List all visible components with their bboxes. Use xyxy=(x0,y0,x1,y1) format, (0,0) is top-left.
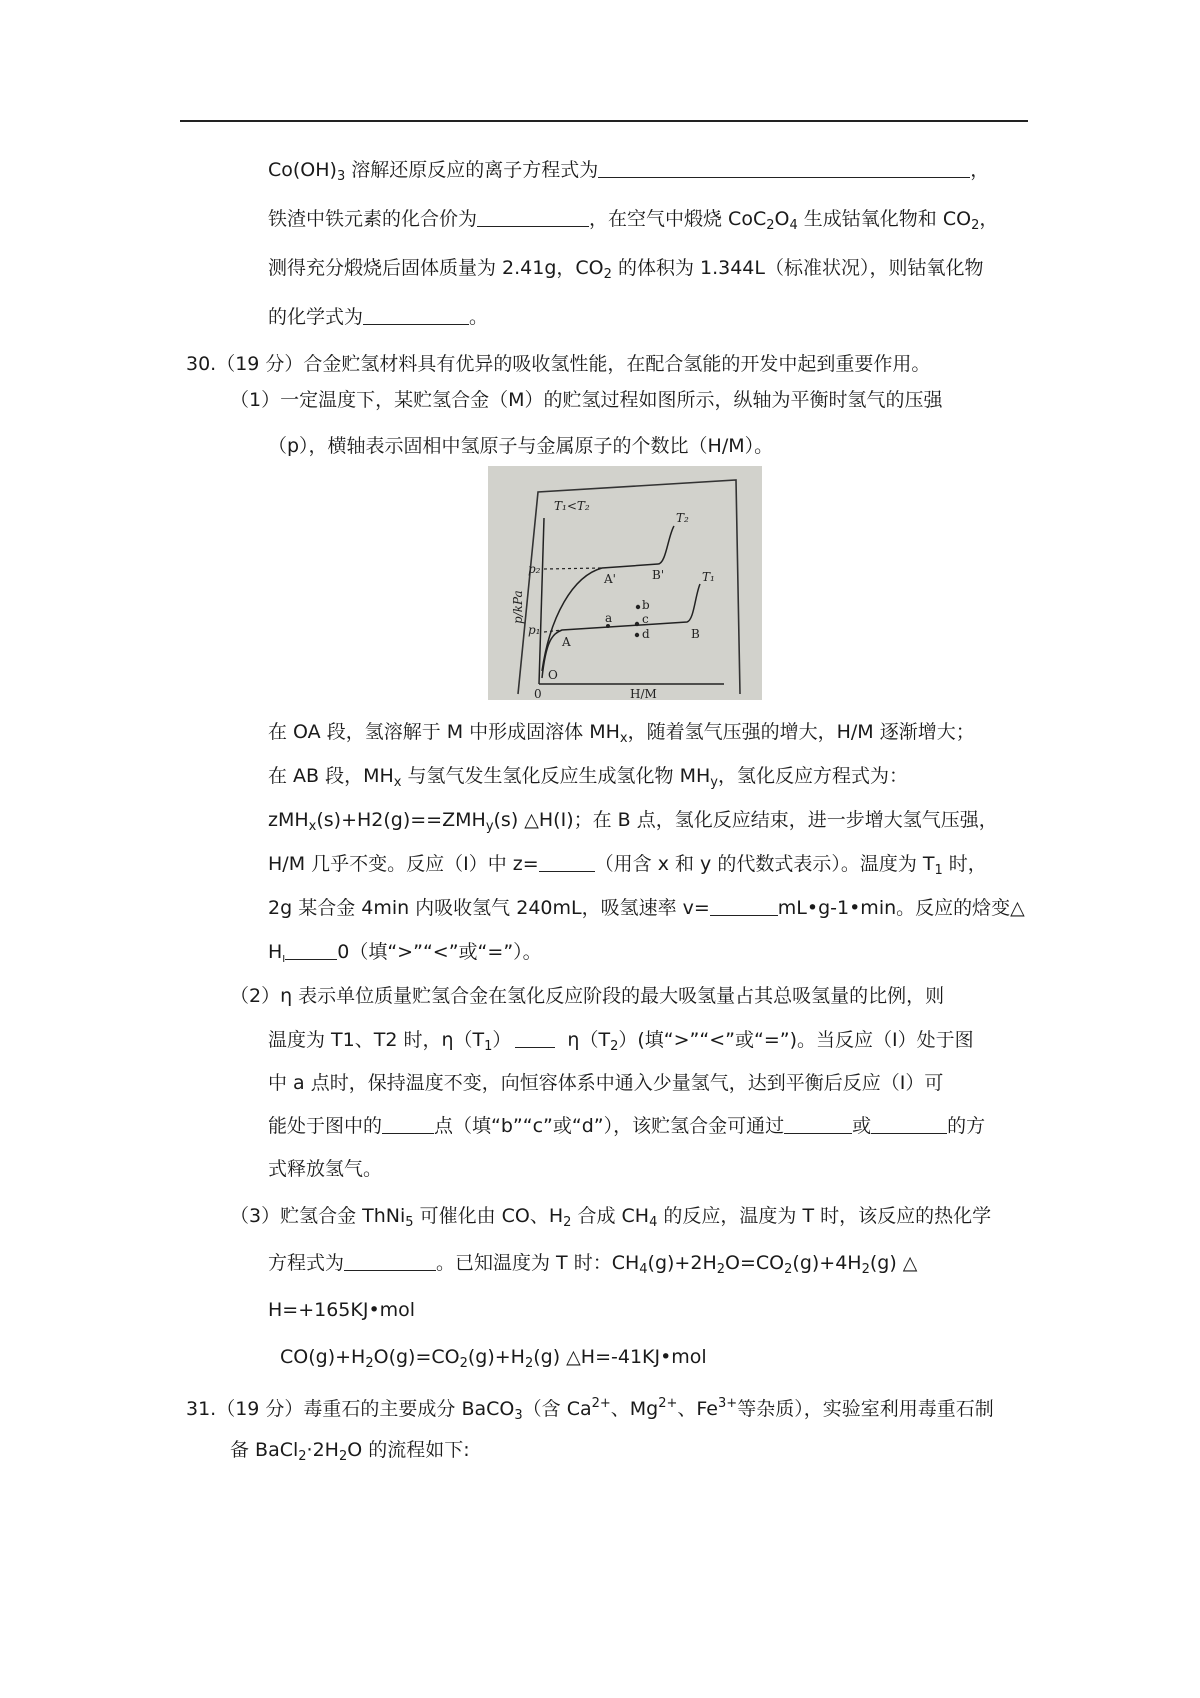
part-2-line-3: 中 a 点时，保持温度不变，向恒容体系中通入少量氢气，达到平衡后反应（Ⅰ）可 xyxy=(268,1072,944,1094)
point-d-marker xyxy=(635,633,639,637)
p2-label: p₂ xyxy=(528,562,541,576)
answer-blank[interactable] xyxy=(539,853,595,872)
t2-label: T₂ xyxy=(676,511,689,525)
point-o-label: O xyxy=(548,668,558,682)
question-31-heading: 31.（19 分）毒重石的主要成分 BaCO$_3$（含 $Ca^{2+}$、$Mg^{2+}$、$Fe^{3+}$等杂质），实验室利用毒重石制 xyxy=(186,1396,994,1423)
x-axis-label: H/M xyxy=(630,687,657,700)
part-1-line-1: （1）一定温度下，某贮氢合金（M）的贮氢过程如图所示，纵轴为平衡时氢气的压强 xyxy=(230,389,943,411)
answer-blank[interactable] xyxy=(382,1115,434,1134)
point-A-label: A xyxy=(562,635,571,649)
point-b-marker xyxy=(636,605,640,609)
answer-blank[interactable] xyxy=(477,208,589,227)
answer-blank[interactable] xyxy=(344,1252,436,1271)
point-b-label: b xyxy=(642,598,650,612)
point-c-marker xyxy=(635,622,639,626)
answer-blank[interactable] xyxy=(710,897,778,916)
point-A-prime-label: A' xyxy=(604,572,616,586)
answer-blank[interactable] xyxy=(871,1115,947,1134)
origin-label: 0 xyxy=(534,687,542,700)
point-d-label: d xyxy=(642,627,650,641)
t2-curve xyxy=(542,526,674,671)
answer-blank[interactable] xyxy=(515,1029,555,1048)
answer-blank[interactable] xyxy=(363,306,469,325)
ab-segment-line: 在 AB 段，$MH_x$ 与氢气发生氢化反应生成氢化物 $MH_y$，氢化反应方程式为： xyxy=(268,765,908,790)
p2-guide xyxy=(544,568,602,569)
part-2-line-1: （2）η 表示单位质量贮氢合金在氢化反应阶段的最大吸氢量占其总吸氢量的比例，则 xyxy=(230,985,945,1007)
part-3-line-1: （3）贮氢合金 ThNi$_5$ 可催化由 CO、$H_2$ 合成 $CH_4$ 的反应，温度为 T 时，该反应的热化学 xyxy=(230,1205,992,1230)
enthalpy-value-1: H=+165KJ•mol xyxy=(268,1299,416,1321)
question-30-heading: 30.（19 分）合金贮氢材料具有优异的吸收氢性能，在配合氢能的开发中起到重要作用。 xyxy=(186,353,931,375)
p1-label: p₁ xyxy=(528,623,541,637)
co-oh3-line: $Co(OH)_3$ 溶解还原反应的离子方程式为 ， xyxy=(268,159,990,184)
z-question-line: H/M 几乎不变。反应（Ⅰ）中 z= （用含 x 和 y 的代数式表示）。温度为 $T_1$ 时， xyxy=(268,853,987,878)
question-31-line-2: 备 $BaCl_2\cdot 2H_2O$ 的流程如下: xyxy=(230,1439,470,1464)
rate-question-line: 2g 某合金 4min 内吸收氢气 240mL，吸氢速率 v= mL•g-1•min。反应的焓变△ xyxy=(268,897,1025,919)
oa-segment-line: 在 OA 段，氢溶解于 M 中形成固溶体 $MH_x$，随着氢气压强的增大，H/M 逐渐增大； xyxy=(268,721,975,746)
temperature-condition-label: T₁<T₂ xyxy=(554,499,590,513)
t1-label: T₁ xyxy=(702,570,715,584)
co-equation-line: $CO(g)+H_2O(g)=CO_2(g)+H_2(g)$ △H=-41KJ•mol xyxy=(280,1346,707,1371)
mass-line: 测得充分煅烧后固体质量为 2.41g，$CO_2$ 的体积为 1.344L（标准状况），则钴氧化物 xyxy=(268,257,984,282)
part-1-line-2: （p），横轴表示固相中氢原子与金属原子的个数比（H/M）。 xyxy=(268,435,774,457)
reaction-equation-line: $zMH_x(s)+H2(g)==ZMH_y(s)$ △H(Ⅰ)；在 B 点，氢化反应结束，进一步增大氢气压强， xyxy=(268,809,998,834)
answer-blank[interactable] xyxy=(598,159,970,178)
part-2-line-5: 式释放氢气。 xyxy=(268,1158,383,1180)
point-c-label: c xyxy=(642,612,649,626)
point-B-label: B xyxy=(691,627,700,641)
part-2-line-2: 温度为 T1、T2 时，$\eta(T_1)$ $\eta(T_2)$(填“>”“<”或“=”)。当反应（Ⅰ）处于图 xyxy=(268,1029,974,1054)
chart-frame xyxy=(518,480,740,694)
point-a-label: a xyxy=(605,611,613,625)
y-axis-label: p/kPa xyxy=(511,590,525,624)
header-rule xyxy=(180,120,1028,122)
answer-blank[interactable] xyxy=(784,1115,852,1134)
iron-slag-line: 铁渣中铁元素的化合价为 ，在空气中煅烧 $CoC_2O_4$ 生成钴氧化物和 $CO_2$， xyxy=(268,208,999,233)
enthalpy-question-line: $H_Ⅰ$ 0（填“>”“<”或“=”）。 xyxy=(268,941,542,965)
part-3-line-2: 方程式为 。已知温度为 T 时：$CH_4(g)+2H_2O=CO_2(g)+4H_2(g)$ △ xyxy=(268,1252,918,1277)
answer-blank[interactable] xyxy=(285,941,337,960)
pressure-composition-chart xyxy=(488,466,762,700)
point-B-prime-label: B' xyxy=(652,568,665,582)
formula-line: 的化学式为 。 xyxy=(268,306,489,328)
hydrogen-storage-figure xyxy=(488,466,762,700)
part-2-line-4: 能处于图中的 点（填“b”“c”或“d”），该贮氢合金可通过 或 的方 xyxy=(268,1115,986,1137)
